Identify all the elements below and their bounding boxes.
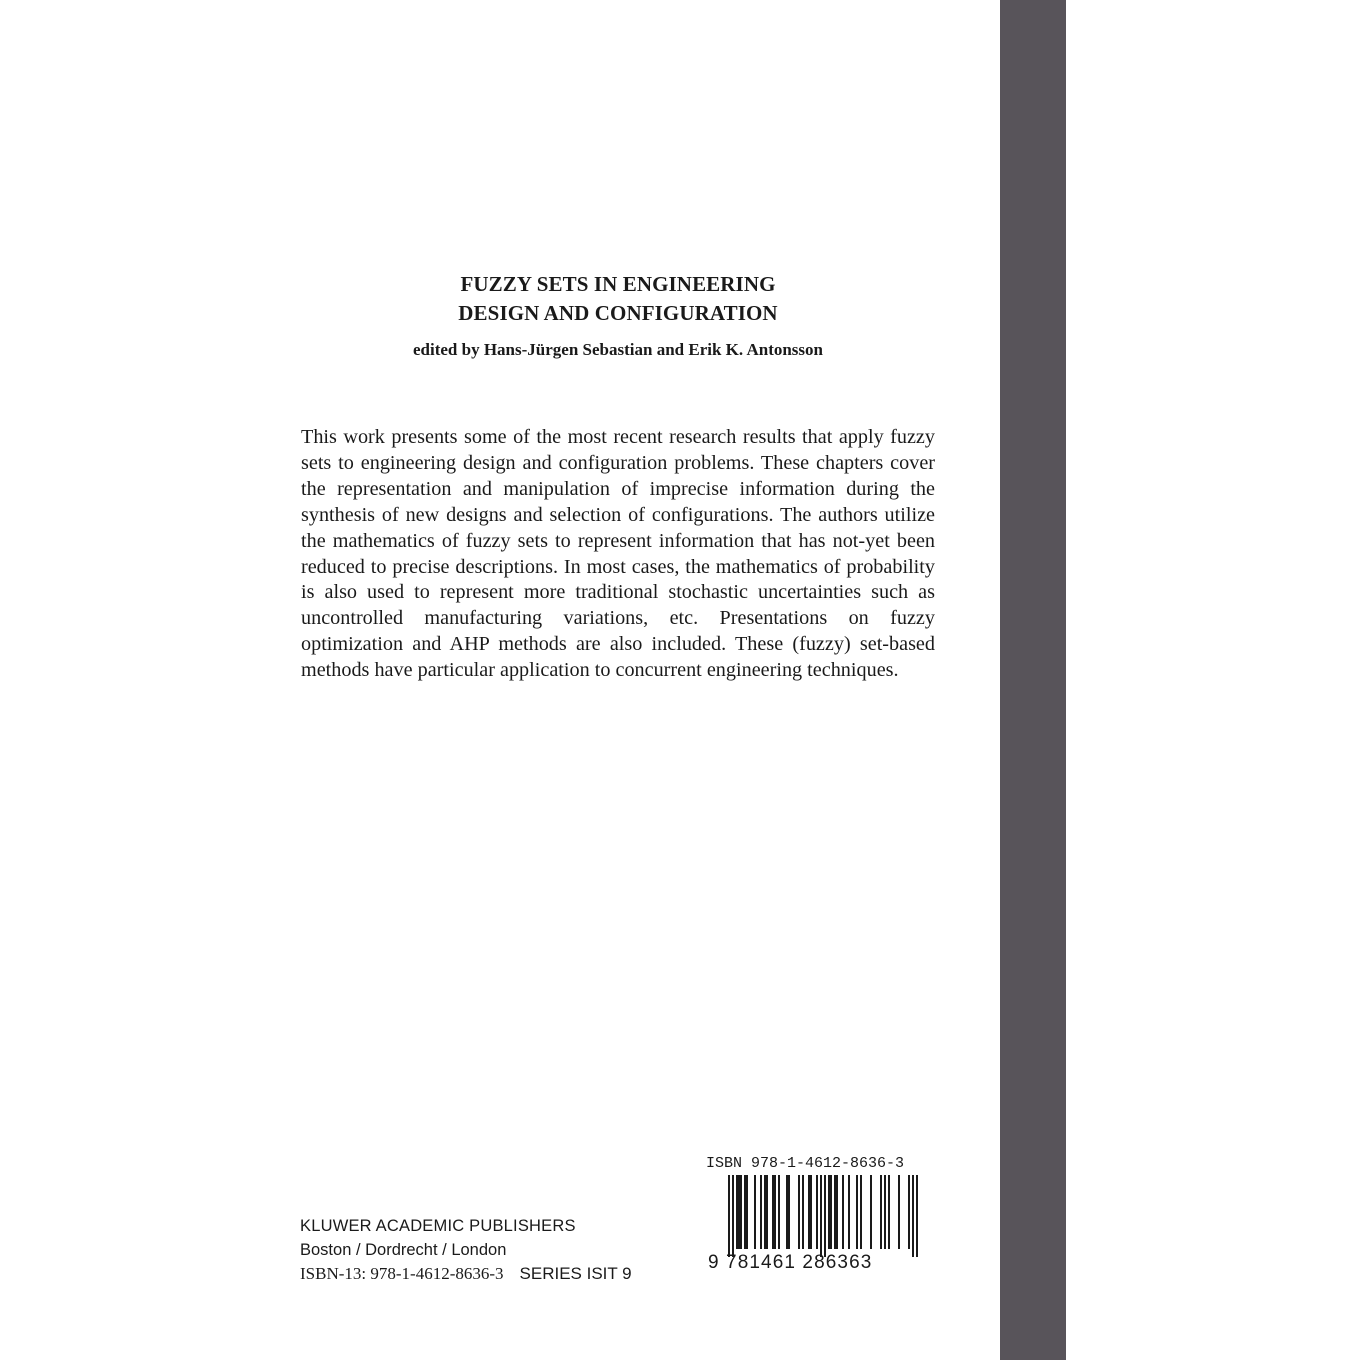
- publisher-name: KLUWER ACADEMIC PUBLISHERS: [300, 1217, 576, 1235]
- barcode-bar: [798, 1175, 800, 1249]
- barcode-bar: [788, 1175, 790, 1249]
- barcode-bar: [766, 1175, 768, 1249]
- barcode-bar: [842, 1175, 844, 1249]
- barcode-bar: [774, 1175, 776, 1249]
- barcode-bar: [786, 1175, 788, 1249]
- publisher-cities: Boston / Dordrecht / London: [300, 1241, 507, 1259]
- barcode-bar: [898, 1175, 900, 1249]
- barcode-bar: [728, 1175, 730, 1257]
- barcode-bar: [738, 1175, 740, 1249]
- barcode-bar: [820, 1175, 822, 1257]
- barcode-bar: [830, 1175, 832, 1249]
- editors-line: edited by Hans-Jürgen Sebastian and Erik K. Antonsson: [413, 340, 823, 359]
- barcode-bar: [828, 1175, 830, 1249]
- publisher-block: [300, 1214, 632, 1286]
- barcode-digits: 9 781461 286363: [708, 1252, 873, 1273]
- barcode-bar: [760, 1175, 762, 1249]
- barcode-bar: [848, 1175, 850, 1249]
- spine-band: [1000, 0, 1066, 1360]
- title-block: [300, 270, 936, 362]
- barcode-bar: [732, 1175, 734, 1257]
- barcode-bar: [810, 1175, 812, 1249]
- barcode-bar: [836, 1175, 838, 1249]
- barcode-isbn-text: ISBN 978-1-4612-8636-3: [706, 1155, 905, 1172]
- title-line-2: DESIGN AND CONFIGURATION: [458, 301, 778, 325]
- barcode-bar: [908, 1175, 910, 1249]
- barcode-graphic: [700, 1175, 930, 1257]
- title-line-1: FUZZY SETS IN ENGINEERING: [460, 272, 776, 296]
- barcode-bar: [778, 1175, 780, 1249]
- publisher-isbn: ISBN-13: 978-1-4612-8636-3: [300, 1264, 504, 1283]
- barcode-bar: [740, 1175, 742, 1249]
- blurb-paragraph: This work presents some of the most recent research results that apply fuzzy sets to engineering design and configuration problems. These chapters cover the representation and manipulation of imprecise information during the synthesis of new designs and selection of configurations. The authors utilize the mathematics of fuzzy sets to represent information that has not-yet been reduced to precise descriptions. In most cases, the mathematics of probability is also used to represent more traditional stochastic uncertainties such as uncontrolled manufacturing variations, etc. Presentations on fuzzy optimization and AHP methods are also included. These (fuzzy) set-based methods have particular application to concurrent engineering techniques.: [301, 426, 935, 682]
- barcode-bar: [772, 1175, 774, 1249]
- barcode-bar: [824, 1175, 826, 1257]
- publisher-isbn-row: [300, 1262, 632, 1286]
- barcode-bar: [856, 1175, 858, 1249]
- barcode-bar: [870, 1175, 872, 1249]
- barcode-bar: [802, 1175, 804, 1249]
- barcode-bar: [912, 1175, 914, 1257]
- barcode-block: [700, 1155, 930, 1280]
- barcode-bar: [880, 1175, 882, 1249]
- series-label: SERIES ISIT 9: [519, 1264, 632, 1283]
- barcode-bar: [744, 1175, 746, 1249]
- barcode-bar: [754, 1175, 756, 1249]
- barcode-bar: [884, 1175, 886, 1249]
- barcode-bar: [816, 1175, 818, 1249]
- barcode-bar: [860, 1175, 862, 1249]
- barcode-bar: [746, 1175, 748, 1249]
- barcode-bar: [888, 1175, 890, 1249]
- barcode-bar: [736, 1175, 738, 1249]
- barcode-bar: [834, 1175, 836, 1249]
- barcode-bar: [764, 1175, 766, 1249]
- barcode-bar: [916, 1175, 918, 1257]
- barcode-bar: [808, 1175, 810, 1249]
